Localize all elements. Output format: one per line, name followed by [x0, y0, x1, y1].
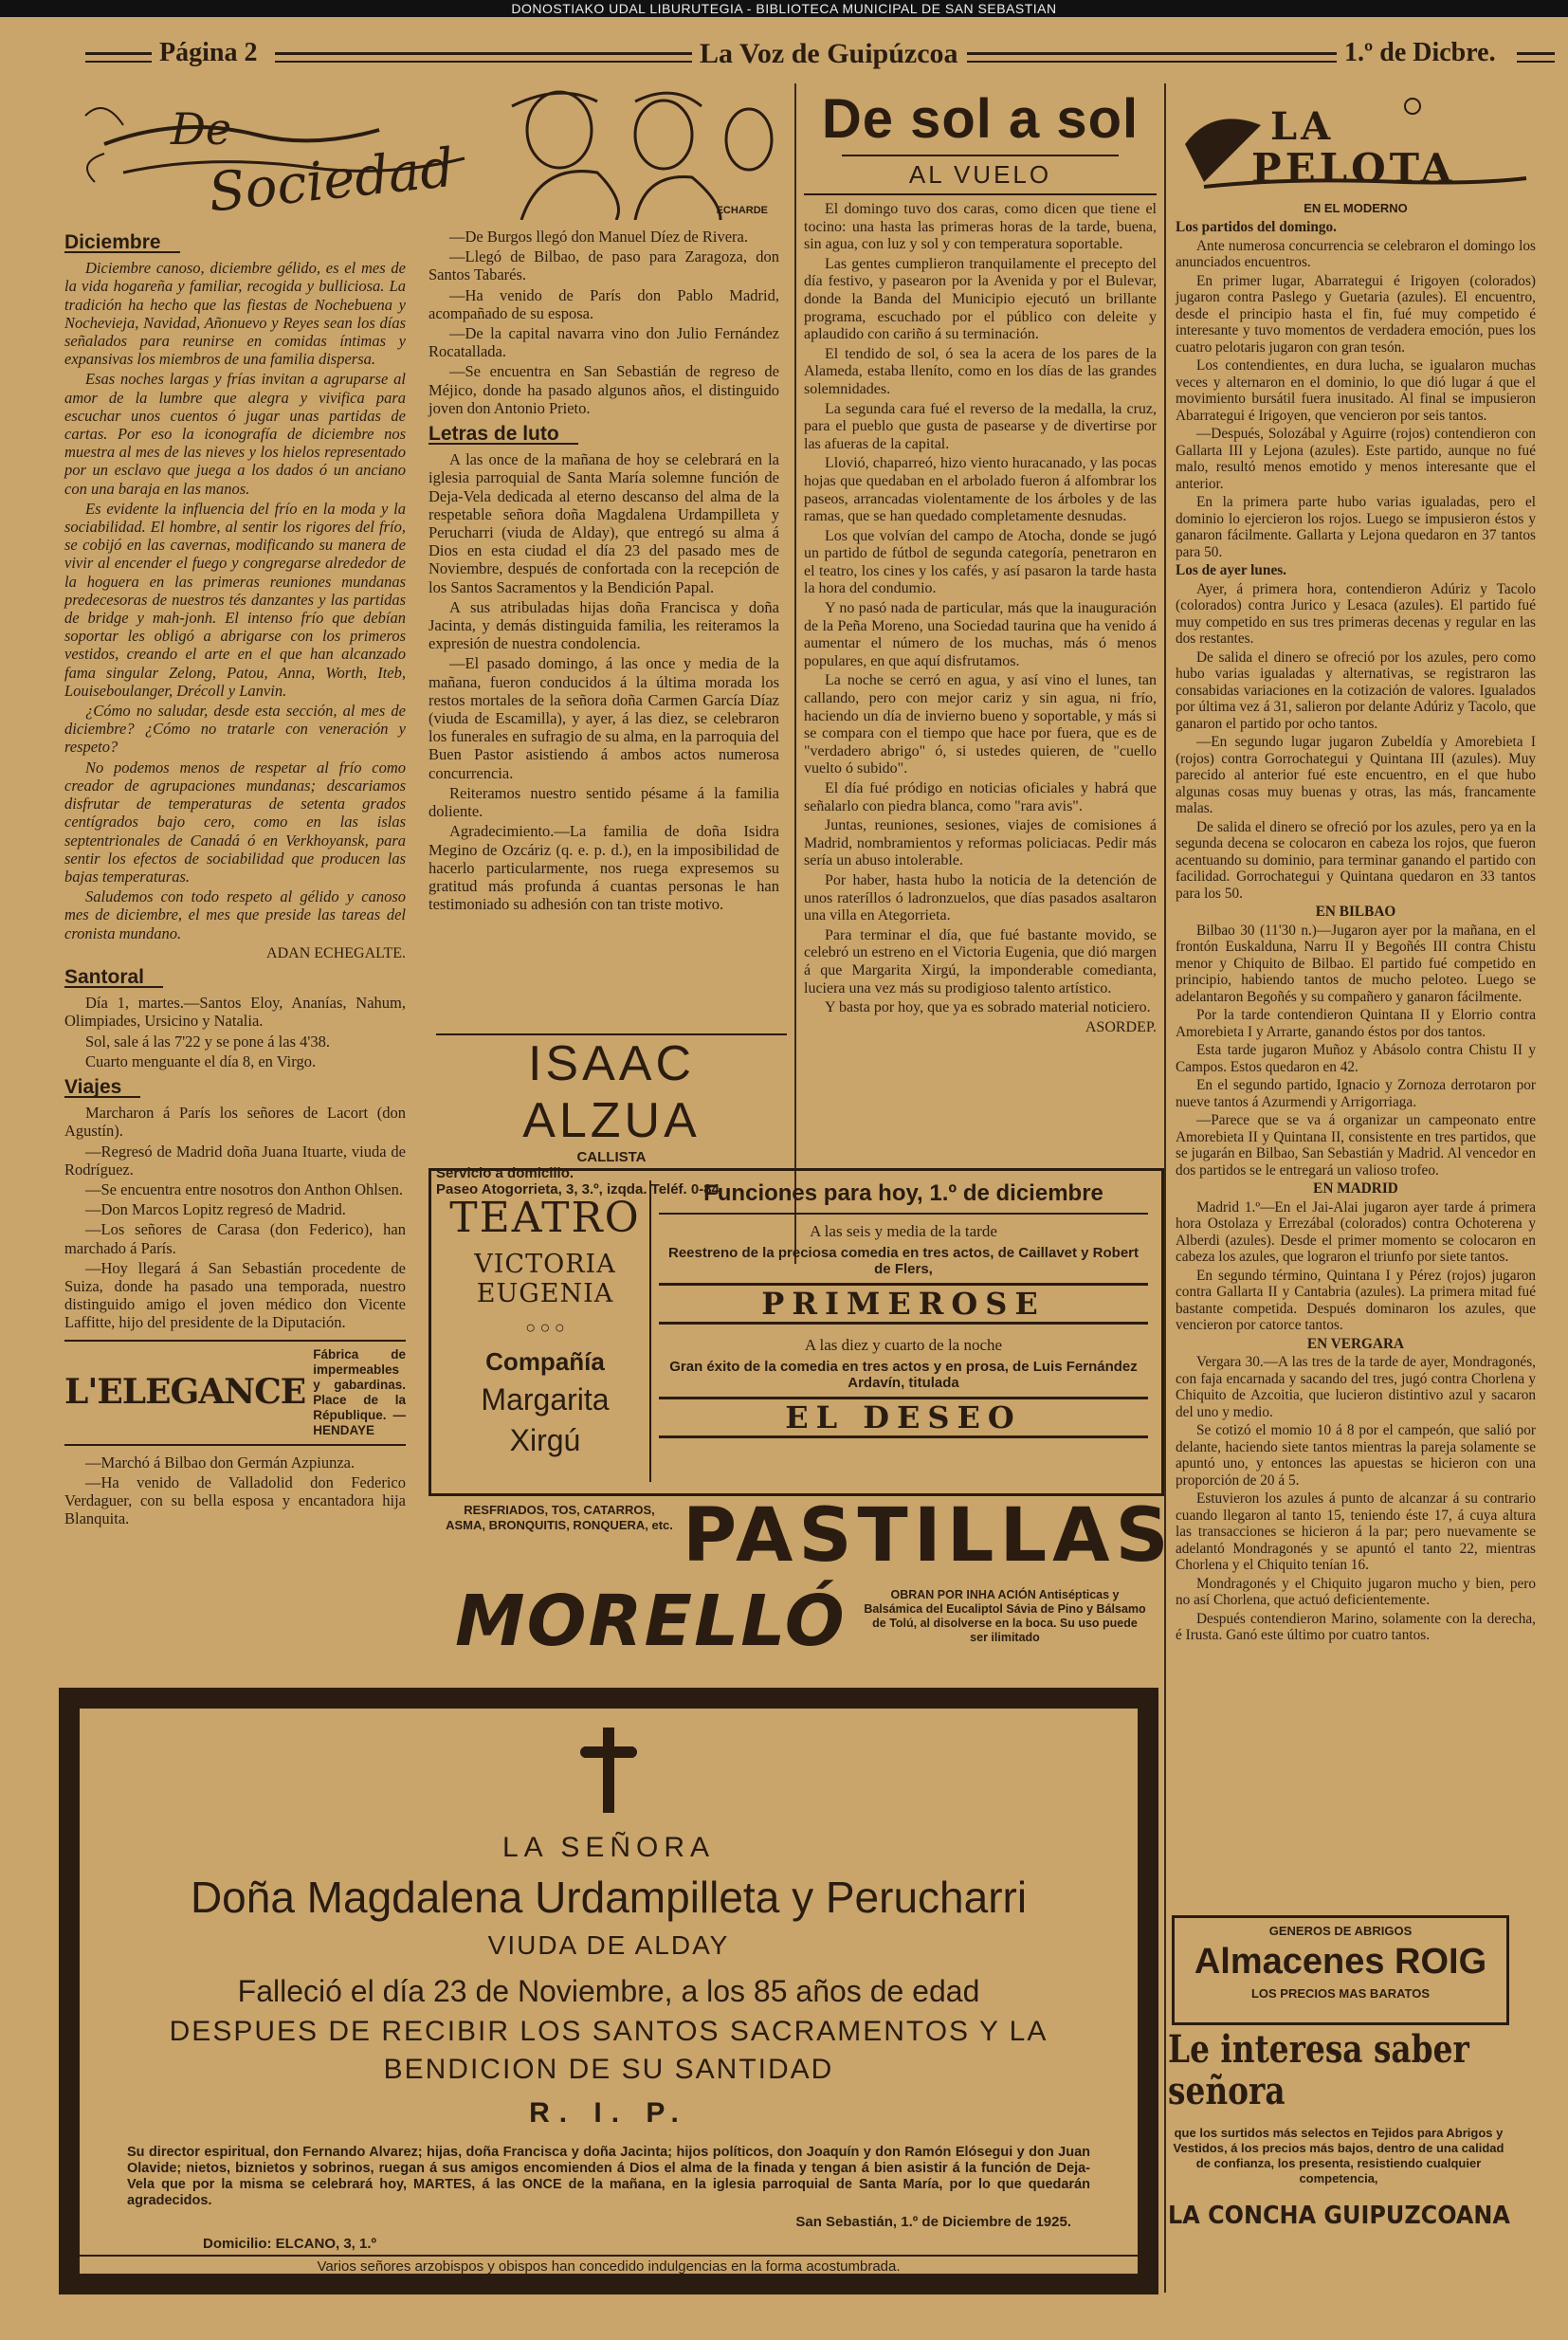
- sociedad-header-illustration: [66, 78, 777, 220]
- paragraph: —Don Marcos Lopitz regresó de Madrid.: [85, 1200, 346, 1219]
- paragraph: Y no pasó nada de particular, más que la inauguración de la Peña Moreno, una Sociedad taurina que ha venido á aumentar el número de los muchas, más ó menos populares, en que aquí disfrutamos.: [804, 600, 1157, 669]
- paragraph: La segunda cara fué el reverso de la medalla, la cruz, para el pueblo que gusta de pasearse y de divertirse por las afueras de la capital.: [804, 400, 1157, 452]
- paragraph: Las gentes cumplieron tranquilamente el precepto del día festivo, y pasearon por la Avenida y por el Bulevar, donde la Banda del Municipio ejecutó un brillante programa, escuchado por el público con deleite y aplaudido con cariño á su terminación.: [804, 255, 1157, 343]
- paragraph: Ante numerosa concurrencia se celebraron el domingo los anunciados encuentros.: [1176, 237, 1536, 270]
- concha-body: que los surtidos más selectos en Tejidos para Abrigos y Vestidos, á los precios más bajos, dentro de una calidad de confianza, los presenta, resistiendo cualquier competencia,: [1173, 2126, 1504, 2185]
- archive-banner: DONOSTIAKO UDAL LIBURUTEGIA - BIBLIOTECA MUNICIPAL DE SAN SEBASTIAN: [0, 0, 1568, 17]
- play-1-title: PRIMEROSE: [659, 1283, 1148, 1325]
- paragraph: En segundo término, Quintana I y Pérez (rojos) jugaron contra Gallarta II y Cantabria (azules). La primera mitad fué bastante competida. Después dominaron los azules, que vencieron por catorce tantos.: [1176, 1267, 1536, 1333]
- paragraph: —Parece que se va á organizar un campeonato entre Amorebieta II y Quintana II, consistente en tres partidos, que se jugarán en Bilbao, San Sebastián y Madrid. Al vencedor en dos partidos se le entregará un valioso trofeo.: [1176, 1112, 1536, 1179]
- company-label: Compañía: [485, 1347, 605, 1376]
- la-senora: LA SEÑORA: [501, 1832, 716, 1863]
- paragraph: De salida el dinero se ofreció por los azules, pero ya en la segunda decena se colocaron en cabeza los rojos, que fueron acentuando su dominio, para terminar ganando el partido con facilidad. Gorrochategui y Quintana quedaron en 33 tantos para los 50.: [1176, 818, 1536, 902]
- death-date: Falleció el día 23 de Noviembre, a los 85 años de edad: [237, 1974, 980, 2008]
- paragraph: Por la tarde contendieron Quintana II y Elorrio contra Amorebieta I y Arrarte, ganando éstos por dos tantos.: [1176, 1007, 1536, 1040]
- paragraph: Estuvieron los azules á punto de alcanzar á su contrario cuando llegaron al tanto 15, teniendo éste 17, á cuya altura las transacciones se hicieron á la par; pero nuevamente se adelantó Mondragonés y se apuntó el tanto 22, mientras Chorlena y el Chiquito tenían 16.: [1176, 1490, 1536, 1573]
- roig-ad: [1172, 1915, 1509, 2025]
- paragraph: El día fué pródigo en noticias oficiales y habrá que señalarlo con piedra blanca, como "rara avis".: [804, 780, 1157, 814]
- theatre-name-2: VICTORIA EUGENIA: [474, 1250, 616, 1308]
- sol-subtitle: AL VUELO: [908, 160, 1052, 189]
- paragraph: Día 1, martes.—Santos Eloy, Ananías, Nahum, Olimpiades, Ursicino y Natalia.: [64, 994, 406, 1031]
- paragraph: —Marchó á Bilbao don Germán Azpiunza.: [85, 1453, 356, 1472]
- paragraph: En el segundo partido, Ignacio y Zornoza derrotaron por nueve tantos á Azurmendi y Arrigorriaga.: [1176, 1077, 1536, 1110]
- rip: R. I. P.: [529, 2097, 688, 2129]
- paragraph: Esta tarde jugaron Muñoz y Abásolo contra Chistu II y Campos. Estos quedaron en 42.: [1176, 1042, 1536, 1075]
- paragraph: El domingo tuvo dos caras, como dicen que tiene el tocino: una hasta las primeras horas de la tarde, buena, sin agua, con luz y sol y con temperatura soportable.: [804, 201, 1157, 253]
- paragraph: Agradecimiento.—La familia de doña Isidra Megino de Ozcáriz (q. e. p. d.), en la imposibilidad de hacerlo particularmente, nos ruega expresemos su gratitud más profunda á cuantas personas le han testimoniado su adhesión con tan triste motivo.: [428, 822, 779, 914]
- paragraph: —Ha venido de París don Pablo Madrid, acompañado de su esposa.: [428, 285, 779, 322]
- section-heading-luto: Letras de luto: [428, 425, 578, 445]
- paragraph: Y basta por hoy, que ya es sobrado material noticiero.: [825, 999, 1151, 1016]
- page-number: Página 2: [152, 38, 264, 68]
- column-rule: [794, 83, 796, 1264]
- indulgences: Varios señores arzobispos y obispos han concedido indulgencias en la forma acostumbrada.: [80, 2255, 1138, 2275]
- after-line-2: BENDICION DE SU SANTIDAD: [383, 2054, 834, 2085]
- paragraph: Esas noches largas y frías invitan a agruparse al amor de la lumbre que alegra y vivifica para escuchar unos cuentos ó jugar unas partidas de cartas. Por eso la iconografía de diciembre nos muestra al mes de las nieves y los hielos representado por un esclavo que juega a los dados ó un anciano con una baraja en las manos.: [64, 370, 406, 498]
- paragraph: No podemos menos de respetar al frío como creador de agrupaciones mundanas; descariamos disfrutar de temperaturas de setenta grados centígrados bajo cero, como en las islas septentrionales de Canadá ó en Verkhoyansk, para sentir los efectos de sociabilidad que producen las bajas temperaturas.: [64, 758, 406, 886]
- newspaper-name: La Voz de Guipúzcoa: [692, 38, 966, 70]
- domicilio: Domicilio: ELCANO, 3, 1.º: [203, 2236, 377, 2252]
- time-2: A las diez y cuarto de la noche: [804, 1336, 1003, 1354]
- paragraph: —Después, Solozábal y Aguirre (rojos) contendieron con Gallarta III y Lejona (azules). Este partido, aunque no fué malo, resultó menos emotido y menos interesante que el anterior.: [1176, 426, 1536, 492]
- paragraph: Es evidente la influencia del frío en la moda y la sociabilidad. El hombre, al sentir los rigores del frío, se cobijó en las cavernas, modificando su manera de vivir al encender el fuego y congregarse alrededor de la hoguera en las primeras reuniones mundanas predecesoras de nuestros tés danzantes y las partidas de bridge y mah-jonh. El intenso frío que debían soportar les obligó a abrigarse con los primeros vestidos, creando el arte en el que han alcanzado fama singular Zelong, Patou, Anna, Worth, Iteb, Louiseboulanger, Drécoll y Lanvin.: [64, 499, 406, 700]
- paragraph: Después contendieron Marino, solamente con la derecha, é Irusta. Ganó este último por cuatro tantos.: [1176, 1610, 1536, 1643]
- pelota-article: [1176, 219, 1536, 1644]
- funciones-heading: Funciones para hoy, 1.º de diciembre: [659, 1180, 1148, 1215]
- svg-text:PELOTA: PELOTA: [1251, 145, 1456, 192]
- paragraph: Sol, sale á las 7'22 y se pone á las 4'38.: [85, 1032, 330, 1051]
- pastillas-desc: OBRAN POR INHA ACIÓN Antisépticas y Balsámica del Eucaliptol Sávia de Pino y Bálsamo de Tolú, al disolverse en la boca. Su uso puede ser ilimitado: [864, 1588, 1146, 1644]
- paragraph: Los partidos del domingo.: [1176, 219, 1337, 235]
- paragraph: Bilbao 30 (11'30 n.)—Jugaron ayer por la mañana, en el frontón Euskalduna, Narru II y Begoñés III contra Chistu menor y Chiquito de Bilbao. El partido fué competido en principio, habiendo tantos de mucho peloteo. Luego se adelantaron Begoñés y su compañero y ganaron fácilmente.: [1176, 922, 1536, 1005]
- mourning-text: Su director espiritual, don Fernando Alvarez; hijas, doña Francisca y doña Jacinta; hijos políticos, don Joaquín y don Ramón Elósegui y don Juan Olavide; nietos, biznietos y sobrinos, ruegan á sus amigos encomienden á Dios el alma de la finada y tengan á bien asistir á la función de Deja-Vela que por la misma se celebrará hoy, MARTES, á las ONCE de la mañana, en la iglesia parroquial de Santa María, por lo que quedarán agradecidos.: [127, 2145, 1090, 2208]
- paragraph: Ayer, á primera hora, contendieron Adúriz y Tacolo (colorados) contra Jurico y Lesaca (azules). El partido fué muy competido en sus tres primeras decenas y regular en las dos restantes.: [1176, 580, 1536, 647]
- company-name-2: Xirgú: [509, 1423, 581, 1457]
- theatre-left-panel: TEATRO VICTORIA EUGENIA ○ ○ ○ Compañía Margarita Xirgú: [441, 1180, 651, 1482]
- play-2-desc: Gran éxito de la comedia en tres actos y en prosa, de Luis Fernández Ardavín, titulada: [669, 1359, 1138, 1391]
- paragraph: Reiteramos nuestro sentido pésame á la familia doliente.: [428, 783, 779, 821]
- paragraph: ¿Cómo no saludar, desde esta sección, al mes de diciembre? ¿Cómo no tratarle con veneración y respeto?: [64, 702, 406, 757]
- paragraph: —Se encuentra en San Sebastián de regreso de Méjico, donde ha pasado algunos años, el distinguido joven don Antonio Prieto.: [428, 362, 779, 417]
- elegance-ad: [64, 1340, 406, 1446]
- artist-signature: ECHARDE: [716, 205, 768, 216]
- theatre-program: [659, 1180, 1148, 1438]
- sol-title: De sol a sol: [821, 88, 1140, 150]
- paragraph: A sus atribuladas hijas doña Francisca y doña Jacinta, y demás distinguida familia, les reiteramos la expresión de nuestra condolencia.: [428, 597, 779, 653]
- theatre-ad: [428, 1168, 1164, 1496]
- place-date: San Sebastián, 1.º de Diciembre de 1925.: [795, 2214, 1071, 2230]
- paragraph: Los de ayer lunes.: [1176, 562, 1287, 578]
- deceased-name: Doña Magdalena Urdampilleta y Perucharri: [190, 1873, 1028, 1922]
- widow-of: VIUDA DE ALDAY: [487, 1930, 730, 1960]
- paragraph: —De Burgos llegó don Manuel Díez de Rivera.: [449, 228, 748, 246]
- svg-text:Sociedad: Sociedad: [206, 137, 458, 220]
- paragraph: EN MADRID: [1313, 1180, 1398, 1197]
- concha-brand: LA CONCHA GUIPUZCOANA: [1168, 2202, 1510, 2230]
- paragraph: Por haber, hasta hubo la noticia de la detención de unos rateríllos ó ladronzuelos, que días pasados asaltaron una villa en Ategorrieta.: [804, 871, 1157, 924]
- company-name-1: Margarita: [481, 1382, 610, 1417]
- elegance-text: Fábrica de impermeables y gabardinas. Place de la République. — HENDAYE: [313, 1346, 406, 1437]
- paragraph: —Hoy llegará á San Sebastián procedente de Suiza, donde ha pasado una temporada, nuestro distinguido amigo el joven médico don Vicente Laffitte, hijo del presidente de la Diputación.: [64, 1258, 406, 1332]
- section-heading-santoral: Santoral: [64, 968, 163, 988]
- section-heading-diciembre: Diciembre: [64, 233, 180, 253]
- paragraph: Cuarto menguante el día 8, en Virgo.: [85, 1051, 317, 1070]
- section-heading-viajes: Viajes: [64, 1078, 140, 1098]
- pastillas-title: PASTILLAS: [683, 1493, 1175, 1579]
- paragraph: EN BILBAO: [1315, 904, 1396, 920]
- issue-date: 1.º de Dicbre.: [1337, 38, 1504, 68]
- paragraph: Los contendientes, en dura lucha, se igualaron muchas veces y alternaron en el dominio, lo que dió lugar á que el movimiento bursátil fuera inusitado. Al final se impusieron Abarrategui é Irigoyen, que vencieron por seis tantos.: [1176, 357, 1536, 424]
- diciembre-article: [64, 259, 406, 942]
- paragraph: El tendido de sol, ó sea la acera de los pares de la Alameda, estaba lleníto, como en los días de las grandes solemnidades.: [804, 345, 1157, 397]
- svg-text:LA: LA: [1270, 104, 1335, 149]
- column-1: [64, 228, 406, 1529]
- paragraph: Mondragonés y el Chiquito jugaron mucho y bien, pero no así Chorlena, que actuó deficientemente.: [1176, 1575, 1536, 1608]
- column-2: [428, 228, 779, 915]
- isaac-alzua-ad: [436, 1033, 787, 1197]
- paragraph: Los que volvían del campo de Atocha, donde se jugó un partido de fútbol de segunda categoría, penetraron en el teatro, los cines y los cafés, y así pasaron la tarde hasta la hora del condumio.: [804, 527, 1157, 597]
- paragraph: En la primera parte hubo varias igualadas, pero el dominio lo ejercieron los rojos. Luego se impusieron éstos y ganaron fácilmente. Gallarta y Lejona quedaron en 37 tantos para 50.: [1176, 494, 1536, 560]
- paragraph: Juntas, reuniones, sesiones, viajes de comisiones á Madrid, nombramientos y reformas policiacas. Pedir más sería un abuso intolerable.: [804, 817, 1157, 869]
- paragraph: Diciembre canoso, diciembre gélido, es el mes de la vida hogareña y familiar, recogida y bulliciosa. La tradición ha hecho que las fiestas de Nochebuena y Nochevieja, Navidad, Añonuevo y Reyes sean los días señalados para reunirse en comidas íntimas y expansivas los miembros de una familia dispersa.: [64, 259, 406, 369]
- roig-bottom: LOS PRECIOS MAS BARATOS: [1250, 1986, 1431, 2001]
- play-2-title: EL DESEO: [659, 1397, 1148, 1438]
- pastillas-ailments: RESFRIADOS, TOS, CATARROS, ASMA, BRONQUITIS, RONQUERA, etc.: [446, 1503, 673, 1532]
- morello-title: MORELLÓ: [455, 1581, 847, 1662]
- paragraph: Marcharon á París los señores de Lacort (don Agustín).: [64, 1104, 406, 1141]
- theatre-name-1: TEATRO: [449, 1194, 641, 1242]
- cross-icon: [580, 1728, 637, 1818]
- ad-name: ISAAC ALZUA: [522, 1036, 701, 1148]
- paragraph: —Regresó de Madrid doña Juana Ituarte, viuda de Rodríguez.: [64, 1142, 406, 1179]
- paragraph: Vergara 30.—A las tres de la tarde de ayer, Mondragonés, con faja encarnada y sacando del tres, jugó contra Chorlena y Chiquito de Azcoitia, que lucieron distintivo azul y sacaron del uno y medio.: [1176, 1354, 1536, 1420]
- paragraph: EN VERGARA: [1306, 1335, 1405, 1352]
- paragraph: Se cotizó el momio 10 á 8 por el campeón, que salió por delante, haciendo siete tantos mientras la pareja solamente se apuntó uno, y entonces las apuestas se hicieron con una proporción de 20 á 5.: [1176, 1422, 1536, 1489]
- masthead: [66, 38, 1526, 72]
- paragraph: De salida el dinero se ofreció por los azules, pero como hubo varias igualadas y alternativas, se registraron las consabidas variaciones en la cotización de valores. Igualados por última vez á 31, salieron por delante Adúriz y Tacolo, que ganaron el partido por ocho tantos.: [1176, 649, 1536, 732]
- paragraph: —Llegó de Bilbao, de paso para Zaragoza, don Santos Tabarés.: [428, 247, 779, 284]
- pelota-header-illustration: [1176, 87, 1536, 201]
- concha-headline: Le interesa saber señora: [1168, 2027, 1469, 2113]
- signature: ASORDEP.: [1085, 1018, 1157, 1035]
- mourning-notice: [59, 1688, 1158, 2294]
- paragraph: Saludemos con todo respeto al gélido y canoso mes de diciembre, el mes que preside las tareas del cronista mundano.: [64, 887, 406, 942]
- pastillas-ad: [446, 1493, 1175, 1673]
- ad-address: Paseo Atogorrieta, 3, 3.º, izqda. Teléf. 0-84: [436, 1181, 720, 1197]
- paragraph: Para terminar el día, que fué bastante movido, se celebró un estreno en el Victoria Eugenia, que dió margen á que Margarita Xirgú, la imponderable comedianta, luciera una vez más su prodigioso talento artístico.: [804, 926, 1157, 996]
- mourning-inner: [80, 1709, 1138, 2274]
- ad-service: Servicio a domicilio.: [436, 1165, 574, 1181]
- paragraph: Madrid 1.º—En el Jai-Alai jugaron ayer tarde á primera hora Ostolaza y Errezábal (colorados) contra Ochoterena y Alberdi (azules). Desde el primer momento se colocaron en cabeza los azules, que lograron el triunfo por siete tantos.: [1176, 1198, 1536, 1265]
- after-line-1: DESPUES DE RECIBIR LOS SANTOS SACRAMENTOS Y LA: [169, 2016, 1048, 2047]
- paragraph: —Se encuentra entre nosotros don Anthon Ohlsen.: [85, 1179, 403, 1198]
- roig-top: GENEROS DE ABRIGOS: [1268, 1924, 1413, 1938]
- paragraph: —Ha venido de Valladolid don Federico Verdaguer, con su bella esposa y encantadora hija Blanquita.: [64, 1472, 406, 1528]
- play-1-desc: Reestreno de la preciosa comedia en tres actos, de Caillavet y Robert de Flers,: [667, 1245, 1140, 1277]
- paragraph: —El pasado domingo, á las once y media de la mañana, fueron conducidos á la última morada los restos mortales de la señora doña Carmen García Díaz (viuda de Escamilla), y ayer, á las diez, se celebraron los funerales en sufragio de su alma, en la parroquia del Buen Pastor asistiendo á ambos actos numerosa concurrencia.: [428, 654, 779, 782]
- paragraph: —De la capital navarra vino don Julio Fernández Rocatallada.: [428, 324, 779, 361]
- svg-text:De: De: [171, 103, 232, 155]
- time-1: A las seis y media de la tarde: [810, 1222, 997, 1240]
- paragraph: —En segundo lugar jugaron Zubeldía y Amorebieta I (rojos) contra Gorrochategui y Quintana III (azules). Muy parecido al anterior fué este encuentro, en el que hubo algunas cosas muy buenas y otras, las más, francamente malas.: [1176, 734, 1536, 816]
- paragraph: A las once de la mañana de hoy se celebrará en la iglesia parroquial de Santa María solemne función de Deja-Vela dedicada al eterno descanso del alma de la respetable señora doña Magdalena Urdampilleta y Perucharri (viuda de Alday), que entregó su alma á Dios en esta ciudad el día 23 del pasado mes de Noviembre, después de confortada con la recepción de los Santos Sacramentos y la Bendición Papal.: [428, 450, 779, 596]
- pelota-column: [1176, 87, 1536, 1646]
- column-rule: [1164, 83, 1166, 2293]
- paragraph: En primer lugar, Abarrategui é Irigoyen (colorados) jugaron contra Paslego y Guetaria (azules). El encuentro, desde el principio hasta el fin, fué muy competido é interesante y tuvo momentos de verdadera emoción, pues los cuatro pelotaris jugaron con gran tesón.: [1176, 272, 1536, 356]
- paragraph: —Los señores de Carasa (don Federico), han marchado á París.: [64, 1220, 406, 1257]
- paragraph: Llovió, chaparreó, hizo viento huracanado, y las pocas hojas que quedaban en el arbolado fueron á alfombrar los paseos, arrancadas violentamente de los árboles y de las ramas, que se han quedado completamente desnudas.: [804, 455, 1157, 525]
- roig-name: Almacenes ROIG: [1194, 1942, 1487, 1982]
- signature: ADAN ECHEGALTE.: [266, 944, 406, 961]
- pelota-subhead: EN EL MODERNO: [1304, 201, 1408, 215]
- elegance-brand: L'ELEGANCE: [64, 1371, 306, 1412]
- ad-trade: CALLISTA: [576, 1149, 647, 1165]
- concha-ad: [1168, 2029, 1509, 2304]
- paragraph: La noche se cerró en agua, y así vino el lunes, tan callando, pero con mejor cariz y sin agua, ni frío, haciendo un día de invierno bueno y soportable, y más si se compara con el tiempo que hace por fuera, que es de "verdadero abrigo" ó, si ustedes quieren, de "cuello vuelto ó subido".: [804, 672, 1157, 777]
- sol-article: [804, 201, 1157, 1036]
- sol-column: [804, 87, 1157, 1036]
